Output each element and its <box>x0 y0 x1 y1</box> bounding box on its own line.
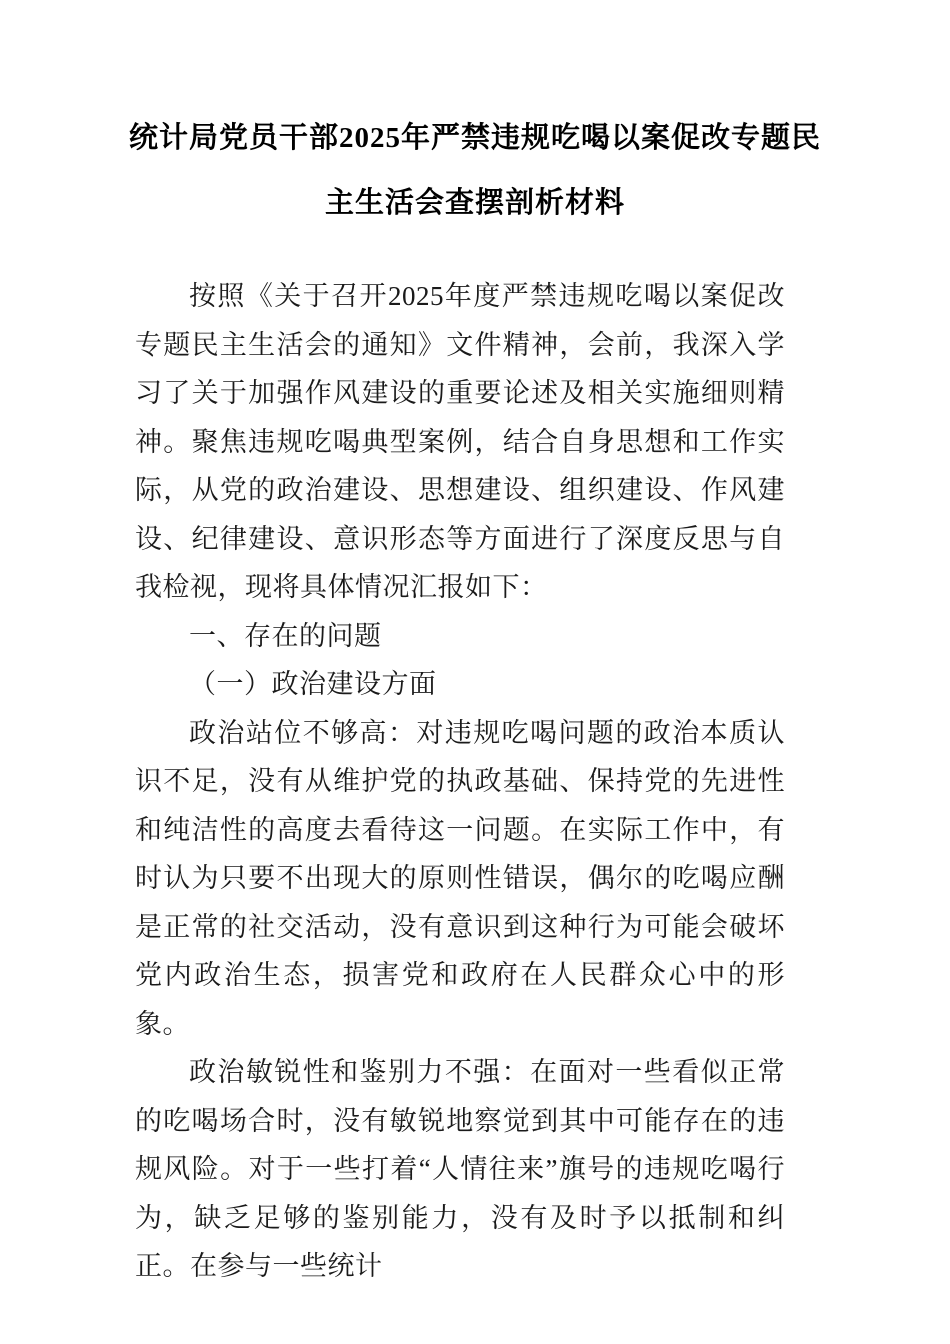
doc-paragraph: 政治敏锐性和鉴别力不强：在面对一些看似正常的吃喝场合时，没有敏锐地察觉到其中可能存在的违规风险。对于一些打着“人情往来”旗号的违规吃喝行为，缺乏足够的鉴别能力，没有及时予以抵制和纠正。在参与一些统计 <box>135 1057 785 1281</box>
doc-paragraph: 政治站位不够高：对违规吃喝问题的政治本质认识不足，没有从维护党的执政基础、保持党的先进性和纯洁性的高度去看待这一问题。在实际工作中，有时认为只要不出现大的原则性错误，偶尔的吃喝应酬是正常的社交活动，没有意识到这种行为可能会破坏党内政治生态，损害党和政府在人民群众心中的形象。 <box>135 717 785 1039</box>
document-body <box>135 272 785 1291</box>
doc-heading-2: （一）政治建设方面 <box>189 669 437 699</box>
doc-heading-1: 一、存在的问题 <box>189 620 382 651</box>
document-title: 统计局党员干部2025年严禁违规吃喝以案促改专题民主生活会查摆剖析材料 <box>128 122 821 219</box>
doc-paragraph: 按照《关于召开2025年度严禁违规吃喝以案促改专题民主生活会的通知》文件精神，会前，我深入学习了关于加强作风建设的重要论述及相关实施细则精神。聚焦违规吃喝典型案例，结合自身思想和工作实际，从党的政治建设、思想建设、组织建设、作风建设、纪律建设、意识形态等方面进行了深度反思与自我检视，现将具体情况汇报如下： <box>135 281 785 602</box>
